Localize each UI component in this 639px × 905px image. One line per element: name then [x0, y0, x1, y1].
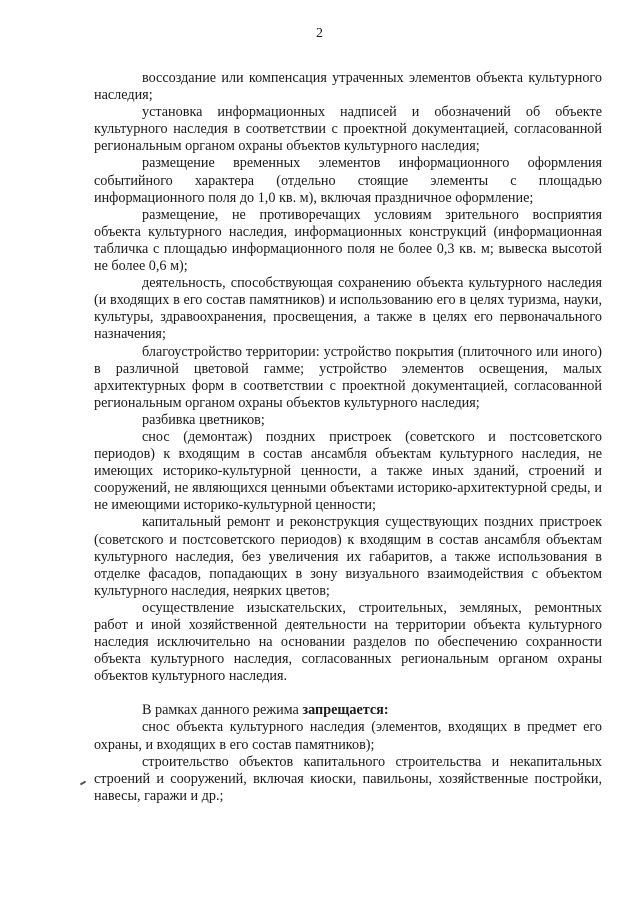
prohibited-heading [94, 702, 602, 719]
paragraph-permitted-2: установка информационных надписей и обозначений об объекте культурного наследия в соответствии с проектной документацией, согласованной региональным органом охраны объектов культурного наследия; [94, 104, 602, 155]
prohibited-intro: В рамках данного режима [142, 702, 303, 719]
paragraph-permitted-10: осуществление изыскательских, строительных, земляных, ремонтных работ и иной хозяйственной деятельности на территории объекта культурного наследия исключительно на основании разделов по обеспечению сохранности объекта культурного наследия, согласованных региональным органом охраны объектов культурного наследия. [94, 599, 602, 685]
paragraph-permitted-9: капитальный ремонт и реконструкция существующих поздних пристроек (советского и постсоветского периодов) к входящим в состав ансамбля объектам культурного наследия, без увеличения их габаритов, а также использования в отделке фасадов, попадающих в зону визуального взаимодействия с объектом культурного наследия, неярких цветов; [94, 514, 602, 599]
paragraph-permitted-5: деятельность, способствующая сохранению объекта культурного наследия (и входящих в его состав памятников) и использованию его в целях туризма, науки, культуры, здравоохранения, просвещения, а также в целях его первоначального назначения; [94, 275, 602, 343]
paragraph-permitted-7: разбивка цветников; [142, 411, 265, 428]
margin-mark [80, 781, 86, 786]
paragraph-prohibited-1: снос объекта культурного наследия (элементов, входящих в предмет его охраны, и входящих в его состав памятников); [94, 719, 602, 753]
paragraph-permitted-6: благоустройство территории: устройство покрытия (плиточного или иного) в различной цветовой гамме; устройство элементов освещения, малых архитектурных форм в соответствии с проектной документацией, согласованной региональным органом охраны объектов культурного наследия; [94, 343, 602, 411]
paragraph-prohibited-2: строительство объектов капитального строительства и некапитальных строений и сооружений, включая киоски, павильоны, хозяйственные постройки, навесы, гаражи и др.; [94, 753, 602, 804]
page-number: 2 [316, 26, 323, 41]
prohibited-keyword: запрещается: [302, 702, 389, 719]
paragraph-permitted-1: воссоздание или компенсация утраченных элементов объекта культурного наследия; [94, 70, 602, 104]
paragraph-permitted-8: снос (демонтаж) поздних пристроек (советского и постсоветского периодов) к входящим в состав ансамбля объектам культурного наследия, не имеющих историко-культурной ценности, а также иных зданий, строений и сооружений, не являющихся ценными объектами историко-архитектурной среды, и не имеющими историко-культурной ценности; [94, 428, 602, 514]
paragraph-permitted-4: размещение, не противоречащих условиям зрительного восприятия объекта культурного наследия, информационных конструкций (информационная табличка с площадью информационного поля не более 0,3 кв. м; вывеска высотой не более 0,6 м); [94, 206, 602, 275]
paragraph-permitted-3: размещение временных элементов информационного оформления событийного характера (отдельно стоящие элементы с площадью информационного поля до 1,0 кв. м), включая праздничное оформление; [94, 155, 602, 206]
document-body [94, 70, 602, 805]
